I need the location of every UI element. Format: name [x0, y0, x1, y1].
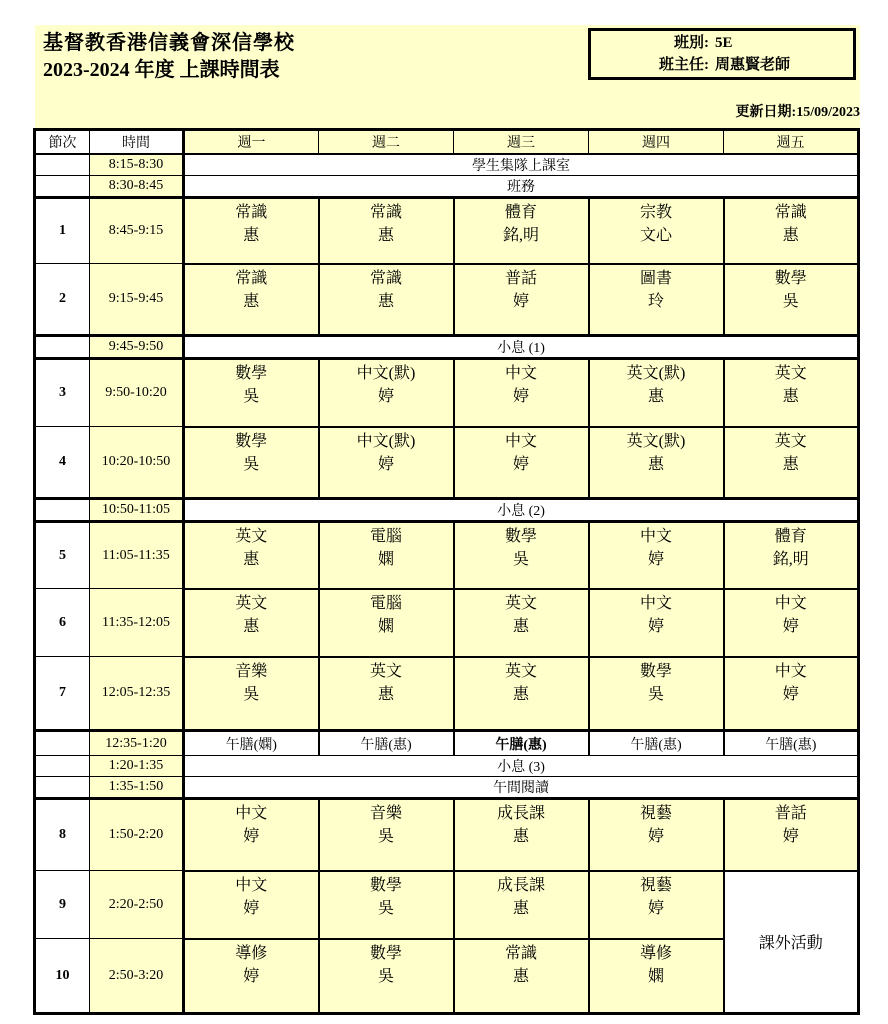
timetable-row	[35, 359, 859, 427]
lesson-subject: 宗教	[639, 204, 672, 221]
lesson-cell	[454, 198, 589, 264]
time-cell: 9:15-9:45	[90, 264, 184, 336]
lesson-cell	[589, 657, 724, 731]
timetable-row	[35, 176, 859, 198]
lesson-teacher: 婷	[647, 551, 664, 568]
timetable-row	[35, 589, 859, 657]
lesson-cell	[454, 427, 589, 499]
lesson-teacher: 吳	[377, 828, 394, 845]
break-activity-cell: 學生集隊上課室	[184, 154, 859, 176]
lesson-cell	[724, 359, 859, 427]
lesson-subject: 英文	[235, 528, 268, 545]
lesson-teacher: 文心	[639, 227, 672, 244]
lesson-teacher: 惠	[512, 617, 529, 635]
lesson-subject: 數學	[369, 944, 402, 962]
lesson-teacher: 吳	[377, 899, 394, 917]
lesson-cell	[184, 359, 319, 427]
time-cell: 12:05-12:35	[90, 657, 184, 731]
break-activity-cell: 小息 (2)	[184, 499, 859, 522]
lesson-cell	[184, 871, 319, 939]
time-cell: 10:20-10:50	[90, 427, 184, 499]
lesson-teacher: 嫻	[647, 967, 664, 985]
timetable-row	[35, 756, 859, 777]
timetable-row	[35, 427, 859, 499]
lesson-subject: 英文	[504, 662, 537, 680]
period-number	[35, 176, 90, 198]
lesson-subject: 體育	[774, 528, 807, 545]
lesson-subject: 英文	[774, 365, 807, 382]
lesson-subject: 中文	[235, 876, 268, 894]
lesson-cell	[319, 871, 454, 939]
lesson-cell	[319, 939, 454, 1014]
lesson-cell	[454, 939, 589, 1014]
lesson-subject: 中文	[504, 432, 537, 450]
lesson-subject: 常識	[504, 944, 537, 962]
lesson-subject: 中文	[639, 594, 672, 612]
lesson-cell	[319, 359, 454, 427]
lesson-subject: 電腦	[369, 528, 402, 545]
timetable-row	[35, 777, 859, 799]
column-header-period: 節次	[35, 130, 90, 155]
lesson-teacher: 惠	[782, 455, 799, 473]
lesson-teacher: 惠	[512, 828, 529, 845]
lesson-subject: 圖書	[639, 269, 672, 287]
lesson-subject: 成長課	[496, 876, 545, 894]
lesson-subject: 英文	[235, 594, 268, 612]
lesson-teacher: 惠	[377, 685, 394, 703]
period-number: 10	[35, 939, 90, 1014]
lesson-teacher: 玲	[647, 292, 664, 310]
lesson-teacher: 惠	[782, 388, 799, 405]
school-name: 基督教香港信義會深信學校	[43, 32, 295, 54]
time-cell: 1:20-1:35	[90, 756, 184, 777]
lesson-cell	[724, 198, 859, 264]
lesson-cell	[454, 657, 589, 731]
timetable-row	[35, 522, 859, 589]
class-teacher-value: 周惠賢老師	[715, 57, 791, 73]
lesson-subject: 常識	[235, 204, 268, 221]
class-teacher-label: 班主任:	[659, 57, 709, 73]
lesson-teacher: 惠	[782, 227, 799, 244]
lesson-teacher: 婷	[377, 455, 394, 473]
lesson-subject: 體育	[504, 204, 537, 221]
lesson-cell	[589, 427, 724, 499]
timetable-header-row	[35, 130, 859, 155]
lesson-subject: 中文	[235, 805, 268, 822]
lesson-cell	[724, 589, 859, 657]
lesson-subject: 音樂	[369, 805, 402, 822]
lesson-subject: 數學	[235, 365, 268, 382]
lesson-subject: 數學	[504, 528, 537, 545]
lesson-subject: 音樂	[235, 662, 268, 680]
period-number: 7	[35, 657, 90, 731]
class-info-box	[588, 28, 856, 80]
period-number: 9	[35, 871, 90, 939]
lesson-cell	[454, 522, 589, 589]
lesson-cell	[454, 264, 589, 336]
lesson-teacher: 惠	[647, 455, 664, 473]
column-header-friday: 週五	[724, 130, 859, 155]
lesson-cell	[589, 264, 724, 336]
column-header-thursday: 週四	[589, 130, 724, 155]
lesson-subject: 中文	[639, 528, 672, 545]
time-cell: 11:35-12:05	[90, 589, 184, 657]
lesson-cell	[724, 264, 859, 336]
lesson-teacher: 婷	[243, 828, 260, 845]
lesson-cell	[319, 522, 454, 589]
lesson-subject: 數學	[369, 876, 402, 894]
lesson-subject: 數學	[235, 432, 268, 450]
lesson-subject: 中文	[774, 594, 807, 612]
period-number	[35, 499, 90, 522]
lesson-subject: 普話	[504, 269, 537, 287]
lesson-subject: 常識	[369, 204, 402, 221]
period-number: 6	[35, 589, 90, 657]
time-cell: 8:15-8:30	[90, 154, 184, 176]
lesson-cell	[319, 799, 454, 871]
period-number: 5	[35, 522, 90, 589]
lesson-cell	[319, 264, 454, 336]
period-number: 8	[35, 799, 90, 871]
class-value: 5E	[715, 35, 733, 51]
lesson-teacher: 惠	[377, 227, 394, 244]
lesson-cell	[589, 939, 724, 1014]
timetable-row	[35, 799, 859, 871]
period-number	[35, 777, 90, 799]
lesson-cell	[454, 871, 589, 939]
lesson-teacher: 銘,明	[772, 551, 809, 568]
time-cell: 9:50-10:20	[90, 359, 184, 427]
lesson-subject: 普話	[774, 805, 807, 822]
lesson-subject: 英文	[774, 432, 807, 450]
break-activity-cell: 班務	[184, 176, 859, 198]
break-activity-cell: 小息 (1)	[184, 336, 859, 359]
timetable-row	[35, 154, 859, 176]
lunch-cell: 午膳(惠)	[724, 731, 859, 756]
period-number: 3	[35, 359, 90, 427]
timetable	[33, 128, 860, 1015]
lesson-cell	[724, 427, 859, 499]
lesson-teacher: 惠	[243, 292, 260, 310]
lesson-teacher: 嫻	[377, 617, 394, 635]
time-cell: 9:45-9:50	[90, 336, 184, 359]
lesson-teacher: 婷	[647, 617, 664, 635]
lesson-teacher: 婷	[512, 292, 529, 310]
lesson-subject: 中文	[774, 662, 807, 680]
lesson-teacher: 惠	[512, 967, 529, 985]
lesson-subject: 英文	[369, 662, 402, 680]
lesson-cell	[724, 799, 859, 871]
lesson-teacher: 婷	[782, 617, 799, 635]
lesson-subject: 英文(默)	[626, 365, 686, 382]
lesson-cell	[454, 799, 589, 871]
lesson-cell	[319, 589, 454, 657]
period-number	[35, 336, 90, 359]
lesson-cell	[184, 427, 319, 499]
lesson-subject: 視藝	[639, 805, 672, 822]
updated-date-label: 更新日期:	[735, 105, 797, 120]
lesson-cell	[184, 264, 319, 336]
lesson-cell	[184, 799, 319, 871]
lesson-teacher: 惠	[512, 899, 529, 917]
lesson-cell	[589, 522, 724, 589]
timetable-row	[35, 264, 859, 336]
timetable-row	[35, 198, 859, 264]
lesson-cell	[589, 198, 724, 264]
time-cell: 10:50-11:05	[90, 499, 184, 522]
lesson-cell	[589, 871, 724, 939]
period-number	[35, 154, 90, 176]
lesson-teacher: 婷	[377, 388, 394, 405]
lesson-cell	[319, 198, 454, 264]
column-header-wednesday: 週三	[454, 130, 589, 155]
lesson-cell	[724, 657, 859, 731]
period-number: 4	[35, 427, 90, 499]
lesson-subject: 電腦	[369, 594, 402, 612]
lesson-teacher: 婷	[512, 455, 529, 473]
lunch-cell: 午膳(嫻)	[184, 731, 319, 756]
period-number: 2	[35, 264, 90, 336]
timetable-row	[35, 731, 859, 756]
lesson-teacher: 婷	[647, 828, 664, 845]
lesson-teacher: 惠	[647, 388, 664, 405]
lesson-cell	[184, 522, 319, 589]
time-cell: 8:30-8:45	[90, 176, 184, 198]
lesson-cell	[319, 657, 454, 731]
period-number	[35, 756, 90, 777]
time-cell: 1:50-2:20	[90, 799, 184, 871]
lesson-teacher: 惠	[243, 227, 260, 244]
lesson-teacher: 銘,明	[502, 227, 539, 244]
lesson-teacher: 婷	[782, 685, 799, 703]
lesson-cell	[184, 589, 319, 657]
column-header-monday: 週一	[184, 130, 319, 155]
lesson-teacher: 婷	[647, 899, 664, 917]
lesson-cell	[589, 799, 724, 871]
lesson-teacher: 婷	[243, 967, 260, 985]
header-highlight-band	[35, 25, 860, 128]
lesson-teacher: 惠	[377, 292, 394, 310]
lesson-teacher: 吳	[243, 685, 260, 703]
lesson-cell	[589, 589, 724, 657]
break-activity-cell: 午間閱讀	[184, 777, 859, 799]
time-cell: 8:45-9:15	[90, 198, 184, 264]
lesson-teacher: 婷	[512, 388, 529, 405]
lesson-cell	[184, 198, 319, 264]
extracurricular-cell: 課外活動	[724, 871, 859, 1014]
column-header-tuesday: 週二	[319, 130, 454, 155]
lesson-teacher: 惠	[243, 617, 260, 635]
lesson-teacher: 吳	[782, 292, 799, 310]
lesson-cell	[319, 427, 454, 499]
lunch-cell: 午膳(惠)	[319, 731, 454, 756]
lesson-subject: 常識	[235, 269, 268, 287]
timetable-row	[35, 336, 859, 359]
lesson-subject: 導修	[235, 944, 268, 962]
updated-date-value: 15/09/2023	[796, 105, 860, 120]
lesson-cell	[589, 359, 724, 427]
lesson-subject: 數學	[639, 662, 672, 680]
break-activity-cell: 小息 (3)	[184, 756, 859, 777]
lunch-cell: 午膳(惠)	[589, 731, 724, 756]
lesson-teacher: 嫻	[377, 551, 394, 568]
lesson-subject: 英文(默)	[626, 432, 686, 450]
lesson-teacher: 吳	[512, 551, 529, 568]
lesson-teacher: 惠	[512, 685, 529, 703]
lesson-teacher: 吳	[243, 455, 260, 473]
lesson-teacher: 婷	[243, 899, 260, 917]
lesson-teacher: 婷	[782, 828, 799, 845]
lesson-cell	[184, 657, 319, 731]
lesson-teacher: 吳	[647, 685, 664, 703]
lesson-subject: 中文(默)	[356, 432, 416, 450]
timetable-row	[35, 871, 859, 939]
lesson-teacher: 吳	[243, 388, 260, 405]
time-cell: 2:50-3:20	[90, 939, 184, 1014]
timetable-row	[35, 499, 859, 522]
timetable-subtitle: 2023-2024 年度 上課時間表	[43, 59, 280, 81]
time-cell: 12:35-1:20	[90, 731, 184, 756]
lesson-teacher: 吳	[377, 967, 394, 985]
lesson-subject: 中文	[504, 365, 537, 382]
lesson-teacher: 惠	[243, 551, 260, 568]
period-number	[35, 731, 90, 756]
period-number: 1	[35, 198, 90, 264]
title-block	[43, 30, 295, 84]
lesson-subject: 英文	[504, 594, 537, 612]
lesson-subject: 成長課	[496, 805, 545, 822]
lesson-cell	[184, 939, 319, 1014]
lesson-cell	[454, 589, 589, 657]
timetable-row	[35, 657, 859, 731]
lesson-subject: 數學	[774, 269, 807, 287]
class-label: 班別:	[674, 35, 709, 51]
time-cell: 1:35-1:50	[90, 777, 184, 799]
column-header-time: 時間	[90, 130, 184, 155]
lunch-cell: 午膳(惠)	[454, 731, 589, 756]
lesson-subject: 常識	[774, 204, 807, 221]
lesson-cell	[454, 359, 589, 427]
lesson-subject: 中文(默)	[356, 365, 416, 382]
time-cell: 2:20-2:50	[90, 871, 184, 939]
updated-date	[736, 101, 860, 121]
time-cell: 11:05-11:35	[90, 522, 184, 589]
lesson-subject: 常識	[369, 269, 402, 287]
lesson-cell	[724, 522, 859, 589]
lesson-subject: 視藝	[639, 876, 672, 894]
lesson-subject: 導修	[639, 944, 672, 962]
